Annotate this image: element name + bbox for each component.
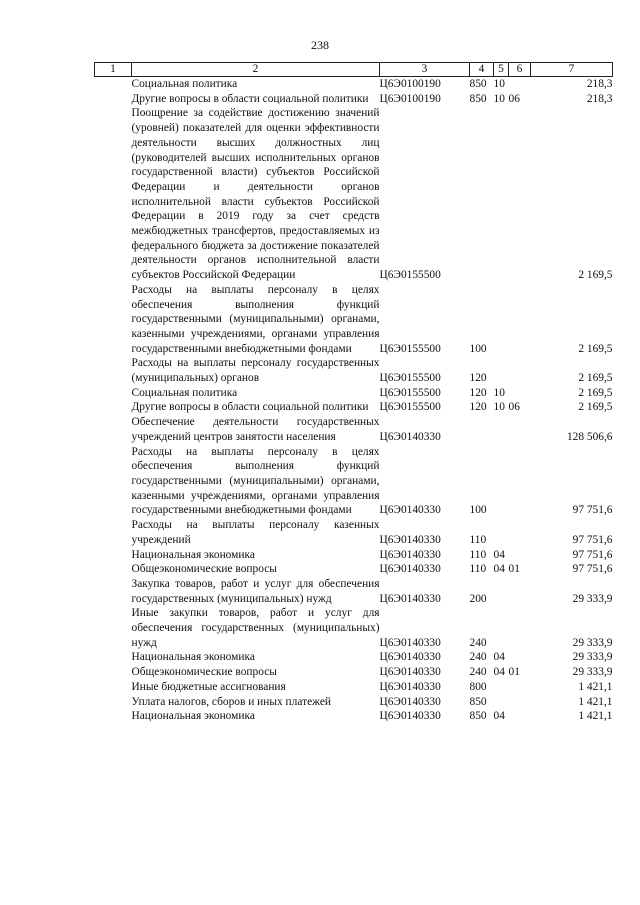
section-code xyxy=(494,680,509,695)
target-article-code: Ц6Э0140330 xyxy=(379,592,441,605)
header-cell-4: 4 xyxy=(470,63,494,77)
subsection-code xyxy=(509,415,531,444)
subsection-code xyxy=(509,518,531,547)
item-name: Социальная политика xyxy=(131,78,238,90)
section-code xyxy=(494,695,509,710)
row-number-cell xyxy=(95,577,132,606)
table-row xyxy=(95,77,613,92)
section-code xyxy=(494,518,509,547)
amount: 29 333,9 xyxy=(572,651,613,664)
expense-type-code: 850 xyxy=(469,695,487,708)
target-article-code: Ц6Э0155500 xyxy=(379,372,441,385)
row-number-cell xyxy=(95,665,132,680)
expense-type-code: 850 xyxy=(469,78,487,90)
table-row xyxy=(95,665,613,680)
item-name: Иные закупки товаров, работ и услуг для обеспечения государственных (муниципальных) нужд xyxy=(131,607,380,649)
section-code: 04 xyxy=(493,563,505,576)
header-cell-1: 1 xyxy=(95,63,132,77)
section-code: 04 xyxy=(493,548,505,561)
item-name: Расходы на выплаты персоналу государственных (муниципальных) органов xyxy=(131,357,380,385)
row-number-cell xyxy=(95,77,132,92)
table-row xyxy=(95,415,613,444)
section-code: 04 xyxy=(493,651,505,664)
subsection-code: 01 xyxy=(508,563,520,576)
amount: 97 751,6 xyxy=(572,563,613,576)
table-body xyxy=(95,77,613,724)
target-article-code: Ц6Э0140330 xyxy=(379,563,441,576)
row-number-cell xyxy=(95,283,132,357)
section-code: 10 xyxy=(493,78,505,90)
table-row xyxy=(95,356,613,385)
section-code: 04 xyxy=(493,666,505,679)
subsection-code xyxy=(509,548,531,563)
table-row xyxy=(95,606,613,650)
subsection-code xyxy=(509,106,531,282)
amount: 1 421,1 xyxy=(578,695,613,708)
table-row xyxy=(95,518,613,547)
row-number-cell xyxy=(95,606,132,650)
expense-type-code: 120 xyxy=(469,401,487,414)
table-header xyxy=(95,63,613,77)
subsection-code xyxy=(509,709,531,724)
section-code: 10 xyxy=(493,92,505,105)
section-code: 10 xyxy=(493,401,505,414)
section-code xyxy=(494,356,509,385)
expense-type-code: 100 xyxy=(469,342,487,355)
target-article-code: Ц6Э0140330 xyxy=(379,430,441,443)
item-name: Расходы на выплаты персоналу в целях обеспечения выполнения функций государственными (муниципальными) органами, казенными учреждениями, органами управления государственными внебюджетными фондами xyxy=(131,283,380,355)
amount: 1 421,1 xyxy=(578,710,613,723)
target-article-code: Ц6Э0100190 xyxy=(379,92,441,105)
expense-type-code xyxy=(470,106,494,282)
amount: 1 421,1 xyxy=(578,680,613,693)
amount: 97 751,6 xyxy=(572,504,613,517)
amount: 128 506,6 xyxy=(566,430,613,443)
target-article-code: Ц6Э0140330 xyxy=(379,666,441,679)
target-article-code: Ц6Э0140330 xyxy=(379,695,441,708)
header-cell-3: 3 xyxy=(380,63,470,77)
section-code: 10 xyxy=(493,386,505,399)
expense-type-code: 850 xyxy=(469,92,487,105)
table-row xyxy=(95,445,613,519)
target-article-code: Ц6Э0140330 xyxy=(379,533,441,546)
row-number-cell xyxy=(95,356,132,385)
amount: 2 169,5 xyxy=(578,401,613,414)
expense-type-code xyxy=(470,415,494,444)
target-article-code: Ц6Э0100190 xyxy=(379,78,441,90)
table-row xyxy=(95,650,613,665)
target-article-code: Ц6Э0140330 xyxy=(379,680,441,693)
amount: 218,3 xyxy=(586,78,613,90)
section-code xyxy=(494,577,509,606)
subsection-code xyxy=(509,77,531,92)
item-name: Расходы на выплаты персоналу казенных учреждений xyxy=(131,519,380,546)
target-article-code: Ц6Э0155500 xyxy=(379,342,441,355)
subsection-code xyxy=(509,606,531,650)
subsection-code: 01 xyxy=(508,666,520,679)
target-article-code: Ц6Э0155500 xyxy=(379,401,441,414)
target-article-code: Ц6Э0155500 xyxy=(379,269,441,282)
expense-type-code: 120 xyxy=(469,386,487,399)
table-row xyxy=(95,106,613,282)
expense-type-code: 240 xyxy=(469,666,487,679)
item-name: Уплата налогов, сборов и иных платежей xyxy=(131,695,331,708)
section-code: 04 xyxy=(493,710,505,723)
amount: 97 751,6 xyxy=(572,533,613,546)
subsection-code xyxy=(509,356,531,385)
header-cell-7: 7 xyxy=(531,63,613,77)
row-number-cell xyxy=(95,562,132,577)
row-number-cell xyxy=(95,680,132,695)
target-article-code: Ц6Э0155500 xyxy=(379,386,441,399)
item-name: Национальная экономика xyxy=(131,651,255,664)
subsection-code xyxy=(509,283,531,357)
subsection-code xyxy=(509,445,531,519)
item-name: Обеспечение деятельности государственных учреждений центров занятости населения xyxy=(131,416,380,443)
target-article-code: Ц6Э0140330 xyxy=(379,548,441,561)
table-row xyxy=(95,283,613,357)
row-number-cell xyxy=(95,386,132,401)
page-number: 238 xyxy=(311,38,329,52)
target-article-code: Ц6Э0140330 xyxy=(379,636,441,649)
table-row xyxy=(95,577,613,606)
expense-type-code: 100 xyxy=(469,504,487,517)
expense-type-code: 800 xyxy=(469,680,487,693)
target-article-code: Ц6Э0140330 xyxy=(379,710,441,723)
row-number-cell xyxy=(95,548,132,563)
subsection-code xyxy=(509,680,531,695)
expense-type-code: 110 xyxy=(469,563,487,576)
amount: 2 169,5 xyxy=(578,269,613,282)
table-row xyxy=(95,709,613,724)
row-number-cell xyxy=(95,709,132,724)
row-number-cell xyxy=(95,650,132,665)
subsection-code xyxy=(509,386,531,401)
amount: 218,3 xyxy=(586,92,613,105)
subsection-code: 06 xyxy=(508,401,520,414)
amount: 29 333,9 xyxy=(572,592,613,605)
table-row xyxy=(95,695,613,710)
item-name: Другие вопросы в области социальной политики xyxy=(131,92,369,105)
amount: 29 333,9 xyxy=(572,666,613,679)
section-code xyxy=(494,606,509,650)
table-row xyxy=(95,562,613,577)
expense-type-code: 110 xyxy=(469,548,487,561)
item-name: Другие вопросы в области социальной политики xyxy=(131,401,369,414)
expense-type-code: 240 xyxy=(469,636,487,649)
subsection-code: 06 xyxy=(508,92,520,105)
expense-type-code: 120 xyxy=(469,372,487,385)
row-number-cell xyxy=(95,695,132,710)
section-code xyxy=(494,415,509,444)
section-code xyxy=(494,445,509,519)
row-number-cell xyxy=(95,106,132,282)
row-number-cell xyxy=(95,518,132,547)
item-name: Социальная политика xyxy=(131,386,238,399)
header-cell-5: 5 xyxy=(494,63,509,77)
subsection-code xyxy=(509,695,531,710)
item-name: Национальная экономика xyxy=(131,548,255,561)
row-number-cell xyxy=(95,92,132,107)
table-row xyxy=(95,400,613,415)
item-name: Иные бюджетные ассигнования xyxy=(131,680,286,693)
amount: 2 169,5 xyxy=(578,342,613,355)
section-code xyxy=(494,106,509,282)
amount: 29 333,9 xyxy=(572,636,613,649)
item-name: Общеэкономические вопросы xyxy=(131,563,277,576)
table-row xyxy=(95,548,613,563)
row-number-cell xyxy=(95,415,132,444)
header-cell-6: 6 xyxy=(509,63,531,77)
table-row xyxy=(95,386,613,401)
amount: 2 169,5 xyxy=(578,386,613,399)
budget-table xyxy=(94,62,613,724)
item-name: Общеэкономические вопросы xyxy=(131,666,277,679)
item-name: Расходы на выплаты персоналу в целях обеспечения выполнения функций государственными (муниципальными) органами, казенными учреждениями, органами управления государственными внебюджетными фондами xyxy=(131,445,380,517)
amount: 2 169,5 xyxy=(578,372,613,385)
target-article-code: Ц6Э0140330 xyxy=(379,651,441,664)
subsection-code xyxy=(509,577,531,606)
item-name: Поощрение за содействие достижению значений (уровней) показателей для оценки эффективности деятельности высших должностных лиц (руководителей высших исполнительных органов государственной власти) субъектов Российской Федерации и деятельности органов исполнительной власти субъектов Российской Федерации в 2019 году за счет средств межбюджетных трансфертов, предоставляемых из федерального бюджета за достижение показателей деятельности органов исполнительной власти субъектов Российской Федерации xyxy=(131,107,380,282)
table-row xyxy=(95,680,613,695)
section-code xyxy=(494,283,509,357)
header-row xyxy=(95,63,613,77)
header-cell-2: 2 xyxy=(132,63,380,77)
expense-type-code: 240 xyxy=(469,651,487,664)
target-article-code: Ц6Э0140330 xyxy=(379,504,441,517)
row-number-cell xyxy=(95,445,132,519)
expense-type-code: 200 xyxy=(469,592,487,605)
subsection-code xyxy=(509,650,531,665)
item-name: Национальная экономика xyxy=(131,710,255,723)
table-row xyxy=(95,92,613,107)
expense-type-code: 850 xyxy=(469,710,487,723)
row-number-cell xyxy=(95,400,132,415)
expense-type-code: 110 xyxy=(469,533,487,546)
amount: 97 751,6 xyxy=(572,548,613,561)
item-name: Закупка товаров, работ и услуг для обеспечения государственных (муниципальных) нужд xyxy=(131,577,380,605)
